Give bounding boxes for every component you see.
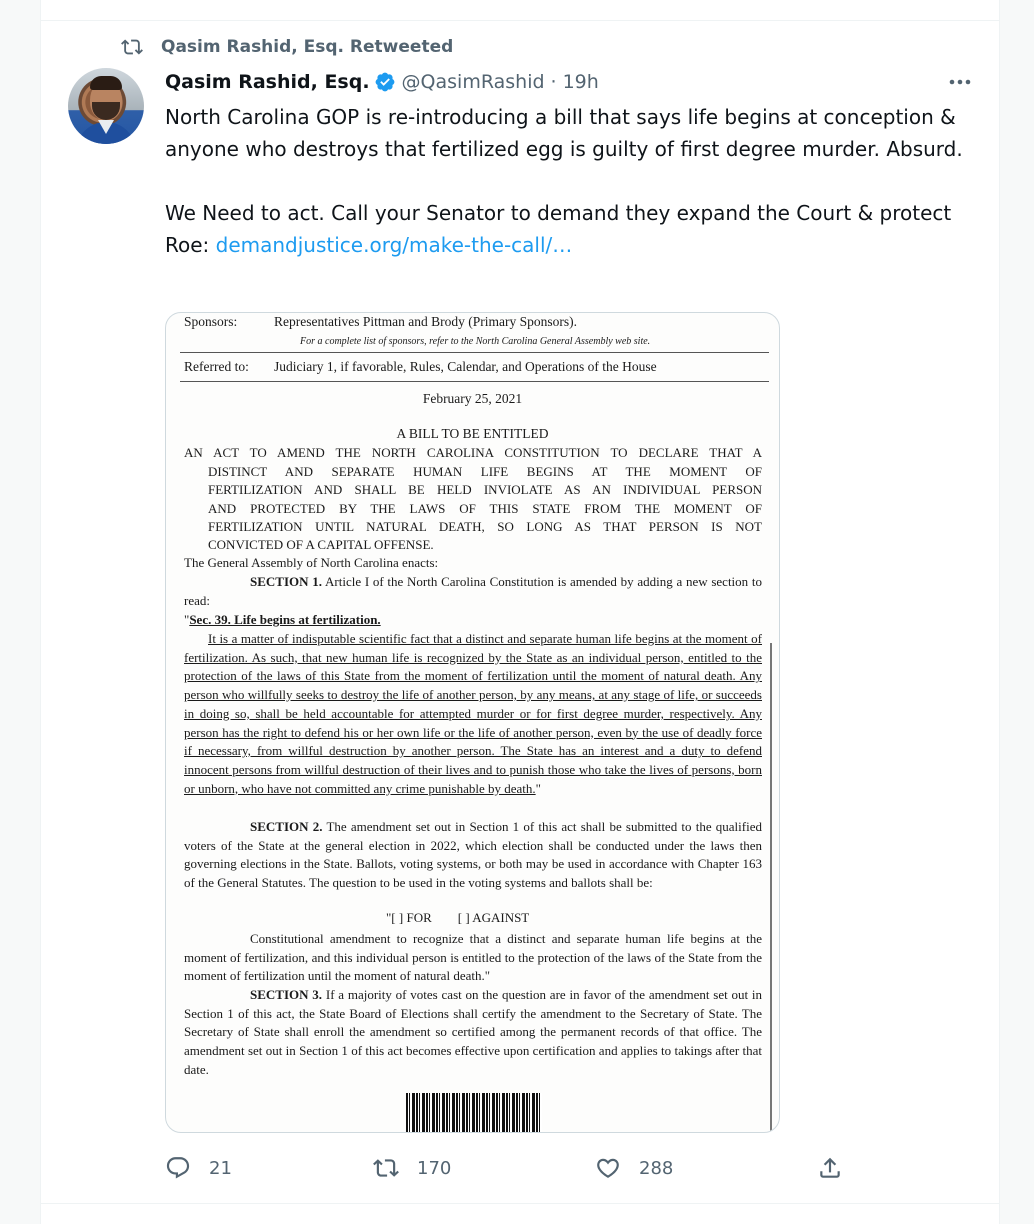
author-handle[interactable]: @QasimRashid <box>401 71 545 93</box>
sponsors-value: Representatives Pittman and Brody (Primary Sponsors). <box>274 314 577 329</box>
bill-title: A BILL TO BE ENTITLED <box>396 426 549 441</box>
section-1-head: SECTION 1. <box>250 574 322 589</box>
more-options-button[interactable] <box>945 71 975 93</box>
sec-39-close-quote: " <box>535 780 541 796</box>
like-count: 288 <box>639 1157 674 1179</box>
divider <box>41 1203 999 1204</box>
avatar[interactable] <box>68 68 144 144</box>
reply-count: 21 <box>209 1157 232 1179</box>
divider <box>41 20 999 21</box>
section-2 <box>184 818 762 893</box>
tweet-header <box>165 68 599 96</box>
share-icon <box>817 1155 843 1181</box>
sec-39-body-text: It is a matter of indisputable scientific fact that a distinct and separate human life begins at the moment of fertilization. As such, that new human life is recognized by the State as an individual person, entitled to the protection of the laws of this State from the moment of fertilization until the moment of natural death. Any person who willfully seeks to destroy the life of another person, by any means, at any stage of life, or succeeds in doing so, shall be held accountable for attempted murder or for first degree murder, respectively. Any person has the right to defend his or her own life or the life of another person, even by the use of deadly force if necessary, from willful destruction by another person. The State has an interest and a duty to defend innocent persons from willful destruction of their lives and to punish those who take the lives of persons, born or unborn, who have not committed any crime punishable by death. <box>184 631 762 796</box>
sec-39-title: Sec. 39. Life begins at fertilization. <box>189 612 381 627</box>
act-line: FERTILIZATION AND SHALL BE HELD INVIOLATE AS AN INDIVIDUAL PERSON <box>208 482 762 497</box>
tweet-text <box>165 101 985 261</box>
bill-date: February 25, 2021 <box>422 391 523 406</box>
ballot-options: "[ ] FOR [ ] AGAINST <box>386 910 530 925</box>
act-line: FERTILIZATION UNTIL NATURAL DEATH, SO LONG AS THAT PERSON IS NOT <box>208 519 762 534</box>
tweet-paragraph-1: North Carolina GOP is re-introducing a bill that says life begins at conception & anyone who destroys that fertilized egg is guilty of first degree murder. Absurd. <box>165 105 963 161</box>
retweet-context-label: Qasim Rashid, Esq. Retweeted <box>161 37 454 57</box>
separator: · <box>550 71 557 93</box>
act-line: DISTINCT AND SEPARATE HUMAN LIFE BEGINS AT THE MOMENT OF <box>208 463 762 479</box>
ballot-question-text: Constitutional amendment to recognize that a distinct and separate human life begins at the moment of fertilization, and this individual person is entitled to the protection of the laws of the State from the moment of fertilization until the moment of natural death." <box>184 931 762 984</box>
divider <box>180 381 769 382</box>
tweet-image[interactable] <box>165 312 780 1133</box>
barcode <box>406 1093 542 1133</box>
act-line: CONVICTED OF A CAPITAL OFFENSE. <box>208 537 434 552</box>
section-2-body: The amendment set out in Section 1 of this act shall be submitted to the qualified voters of the State at the general election in 2022, which election shall be conducted under the laws then governing elections in the State. Ballots, voting systems, or both may be used in accordance with Chapter 163 of the General Statutes. The question to be used in the voting systems and ballots shall be: <box>184 819 762 891</box>
retweet-icon <box>121 36 143 58</box>
tweet-paragraph-2 <box>165 197 985 261</box>
reply-icon <box>165 1155 191 1181</box>
heart-icon <box>595 1155 621 1181</box>
section-1-text-2: new section to read: <box>184 574 763 608</box>
referred-label: Referred to: <box>184 359 249 374</box>
change-bar <box>770 643 772 1133</box>
act-line: AND PROTECTED BY THE LAWS OF THIS STATE FROM THE MOMENT OF <box>208 500 762 516</box>
section-3 <box>184 986 762 1080</box>
verified-badge-icon <box>374 71 396 93</box>
tweet-paragraph-2-text: We Need to act. Call your Senator to demand they expand the Court & protect Roe: <box>165 201 952 257</box>
section-1-text: Article I of the North Carolina Constitution is amended by adding a <box>325 574 683 589</box>
sec-39-heading <box>184 611 762 630</box>
reply-button[interactable] <box>165 1152 232 1184</box>
retweet-count: 170 <box>417 1157 452 1179</box>
like-button[interactable] <box>595 1152 673 1184</box>
retweet-icon <box>373 1155 399 1181</box>
share-button[interactable] <box>817 1152 861 1184</box>
tweet-actions <box>165 1152 865 1184</box>
sec-39-body <box>184 630 762 798</box>
sponsors-note: For a complete list of sponsors, refer to the North Carolina General Assembly web site. <box>300 336 651 347</box>
bill-document <box>166 313 779 1132</box>
tweet-card[interactable] <box>40 0 1000 1224</box>
retweet-context[interactable] <box>121 36 453 58</box>
section-3-head: SECTION 3. <box>250 987 323 1002</box>
ballot-question <box>184 930 762 986</box>
act-line: AN ACT TO AMEND THE NORTH CAROLINA CONSTITUTION TO DECLARE THAT A <box>184 445 762 460</box>
referred-value: Judiciary 1, if favorable, Rules, Calendar, and Operations of the House <box>274 359 657 374</box>
more-icon <box>948 78 972 86</box>
sponsors-label: Sponsors: <box>184 314 238 329</box>
tweet-link[interactable]: demandjustice.org/make-the-call/… <box>215 233 573 257</box>
section-2-head: SECTION 2. <box>250 819 323 834</box>
divider <box>180 352 769 353</box>
author-name[interactable]: Qasim Rashid, Esq. <box>165 71 370 93</box>
sec-39-open-quote: " <box>184 612 190 627</box>
section-1 <box>184 573 762 610</box>
enacts-line: The General Assembly of North Carolina enacts: <box>184 555 439 570</box>
retweet-button[interactable] <box>373 1152 451 1184</box>
timestamp[interactable]: 19h <box>562 71 599 93</box>
section-3-body: If a majority of votes cast on the question are in favor of the amendment set out in Section 1 of this act, the State Board of Elections shall certify the amendment to the Secretary of State. The Secretary of State shall enroll the amendment so certified among the permanent records of that office. The amendment set out in Section 1 of this act becomes effective upon certification and applies to takings after that date. <box>184 987 763 1077</box>
